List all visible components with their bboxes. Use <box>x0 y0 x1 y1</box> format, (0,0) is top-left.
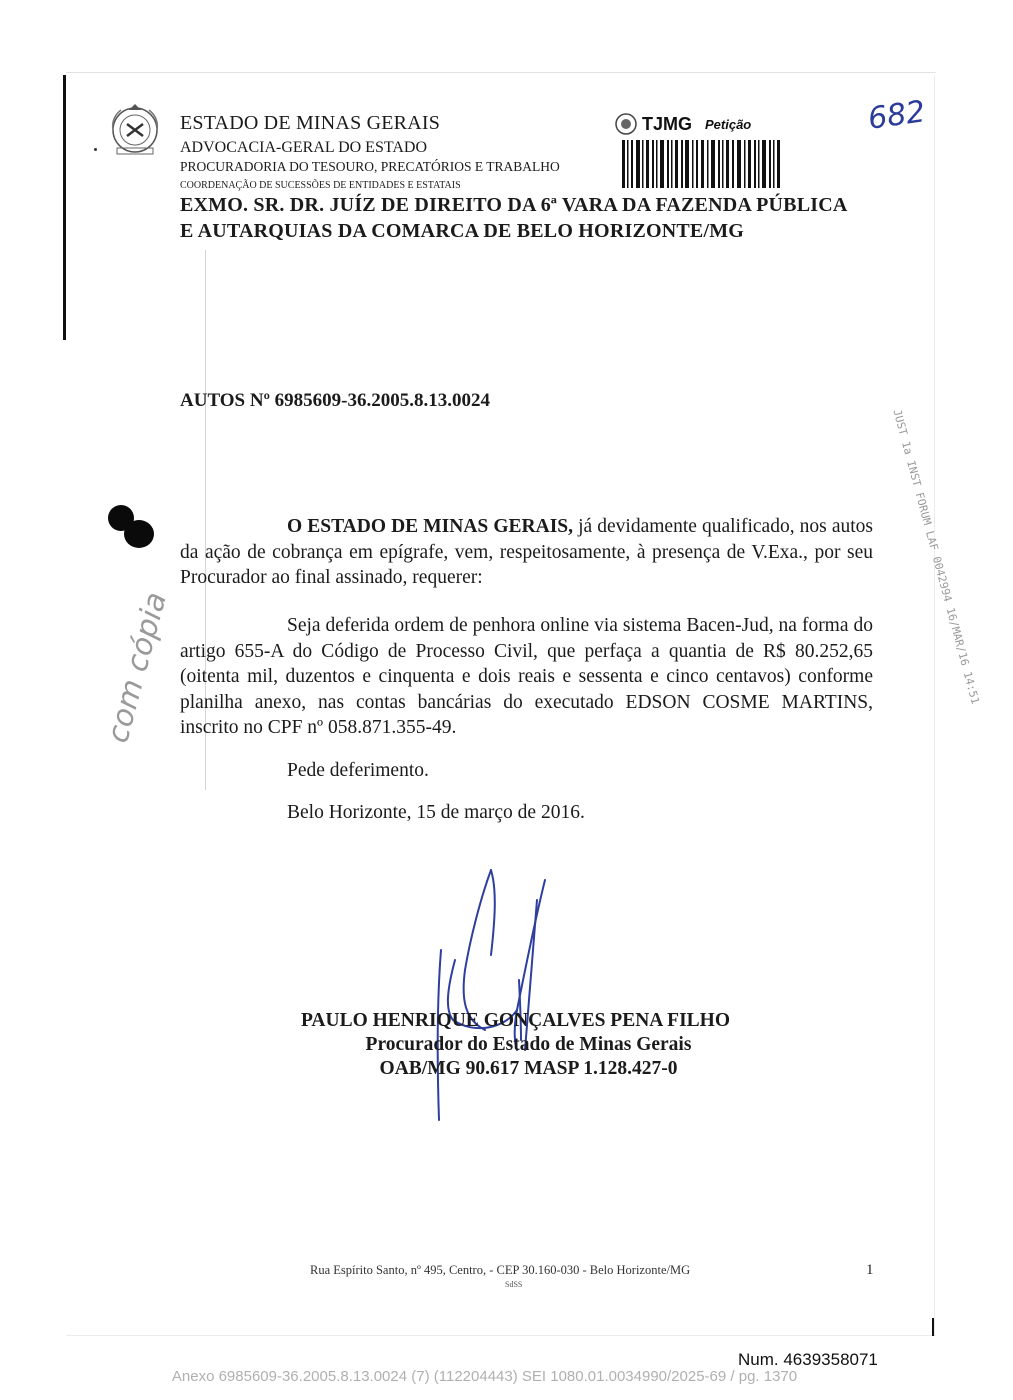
handwritten-page-number: 682 <box>865 94 928 137</box>
closing-request: Pede deferimento. <box>287 760 429 781</box>
margin-handwritten-note: com cópia <box>100 588 174 747</box>
punch-hole-mark <box>124 520 154 548</box>
stamp-brand: TJMG <box>642 114 693 134</box>
scan-dot <box>94 148 97 151</box>
paragraph-text: já devidamente qualificado, nos autos da ação de cobrança em epígrafe, vem, respeitosamente, à presença de V.Exa., por seu Procurador ao final assinado, requerer: <box>180 516 873 588</box>
signatory-name: PAULO HENRIQUE GONÇALVES PENA FILHO <box>300 1010 731 1031</box>
scan-edge <box>934 75 935 1335</box>
stamp-label: Petição <box>705 117 752 132</box>
body-paragraph-1 <box>180 514 873 591</box>
scan-edge <box>66 1335 936 1336</box>
footer-initials: SdSS <box>505 1280 523 1289</box>
header-subdivision: COORDENAÇÃO DE SUCESSÕES DE ENTIDADES E ESTATAIS <box>180 180 461 191</box>
system-document-number: Num. 4639358071 <box>738 1350 878 1369</box>
paragraph-lead: O ESTADO DE MINAS GERAIS, <box>287 516 574 537</box>
signatory-title: Procurador do Estado de Minas Gerais <box>365 1034 692 1055</box>
header-division: PROCURADORIA DO TESOURO, PRECATÓRIOS E TRABALHO <box>180 159 560 174</box>
state-coat-of-arms-icon <box>103 100 167 160</box>
addressee-line-2: E AUTARQUIAS DA COMARCA DE BELO HORIZONTE/MG <box>180 220 745 242</box>
header-agency: ADVOCACIA-GERAL DO ESTADO <box>180 139 427 156</box>
footer-address: Rua Espírito Santo, nº 495, Centro, - CEP 30.160-030 - Belo Horizonte/MG <box>310 1263 691 1277</box>
signatory-registration: OAB/MG 90.617 MASP 1.128.427-0 <box>379 1058 678 1079</box>
handwritten-signature <box>425 860 585 1135</box>
receipt-stamp: JUST 1a INST FORUM LAF 0042994 16/MAR/16 14:51 <box>890 407 982 706</box>
court-seal-icon <box>614 113 638 135</box>
header-state: ESTADO DE MINAS GERAIS <box>180 112 441 134</box>
page-number: 1 <box>866 1262 874 1278</box>
sei-watermark: Anexo 6985609-36.2005.8.13.0024 (7) (112204443) SEI 1080.01.0034990/2025-69 / pg. 1370 <box>171 1368 798 1385</box>
place-and-date: Belo Horizonte, 15 de março de 2016. <box>287 802 585 823</box>
addressee-line-1: EXMO. SR. DR. JUÍZ DE DIREITO DA 6ª VARA DA FAZENDA PÚBLICA <box>180 194 848 216</box>
case-number: AUTOS Nº 6985609-36.2005.8.13.0024 <box>180 390 490 411</box>
scan-edge <box>63 75 66 340</box>
body-paragraph-2: Seja deferida ordem de penhora online via sistema Bacen-Jud, na forma do artigo 655-A do Código de Processo Civil, que perfaça a quantia de R$ 80.252,65 (oitenta mil, duzentos e cinquenta e dois reais e sessenta e cinco centavos) conforme planilha anexo, nas contas bancárias do executado EDSON COSME MARTINS, inscrito no CPF nº 058.871.355-49. <box>180 615 873 738</box>
scan-edge <box>66 72 936 73</box>
barcode-icon <box>622 140 780 188</box>
scan-mark <box>932 1318 934 1336</box>
